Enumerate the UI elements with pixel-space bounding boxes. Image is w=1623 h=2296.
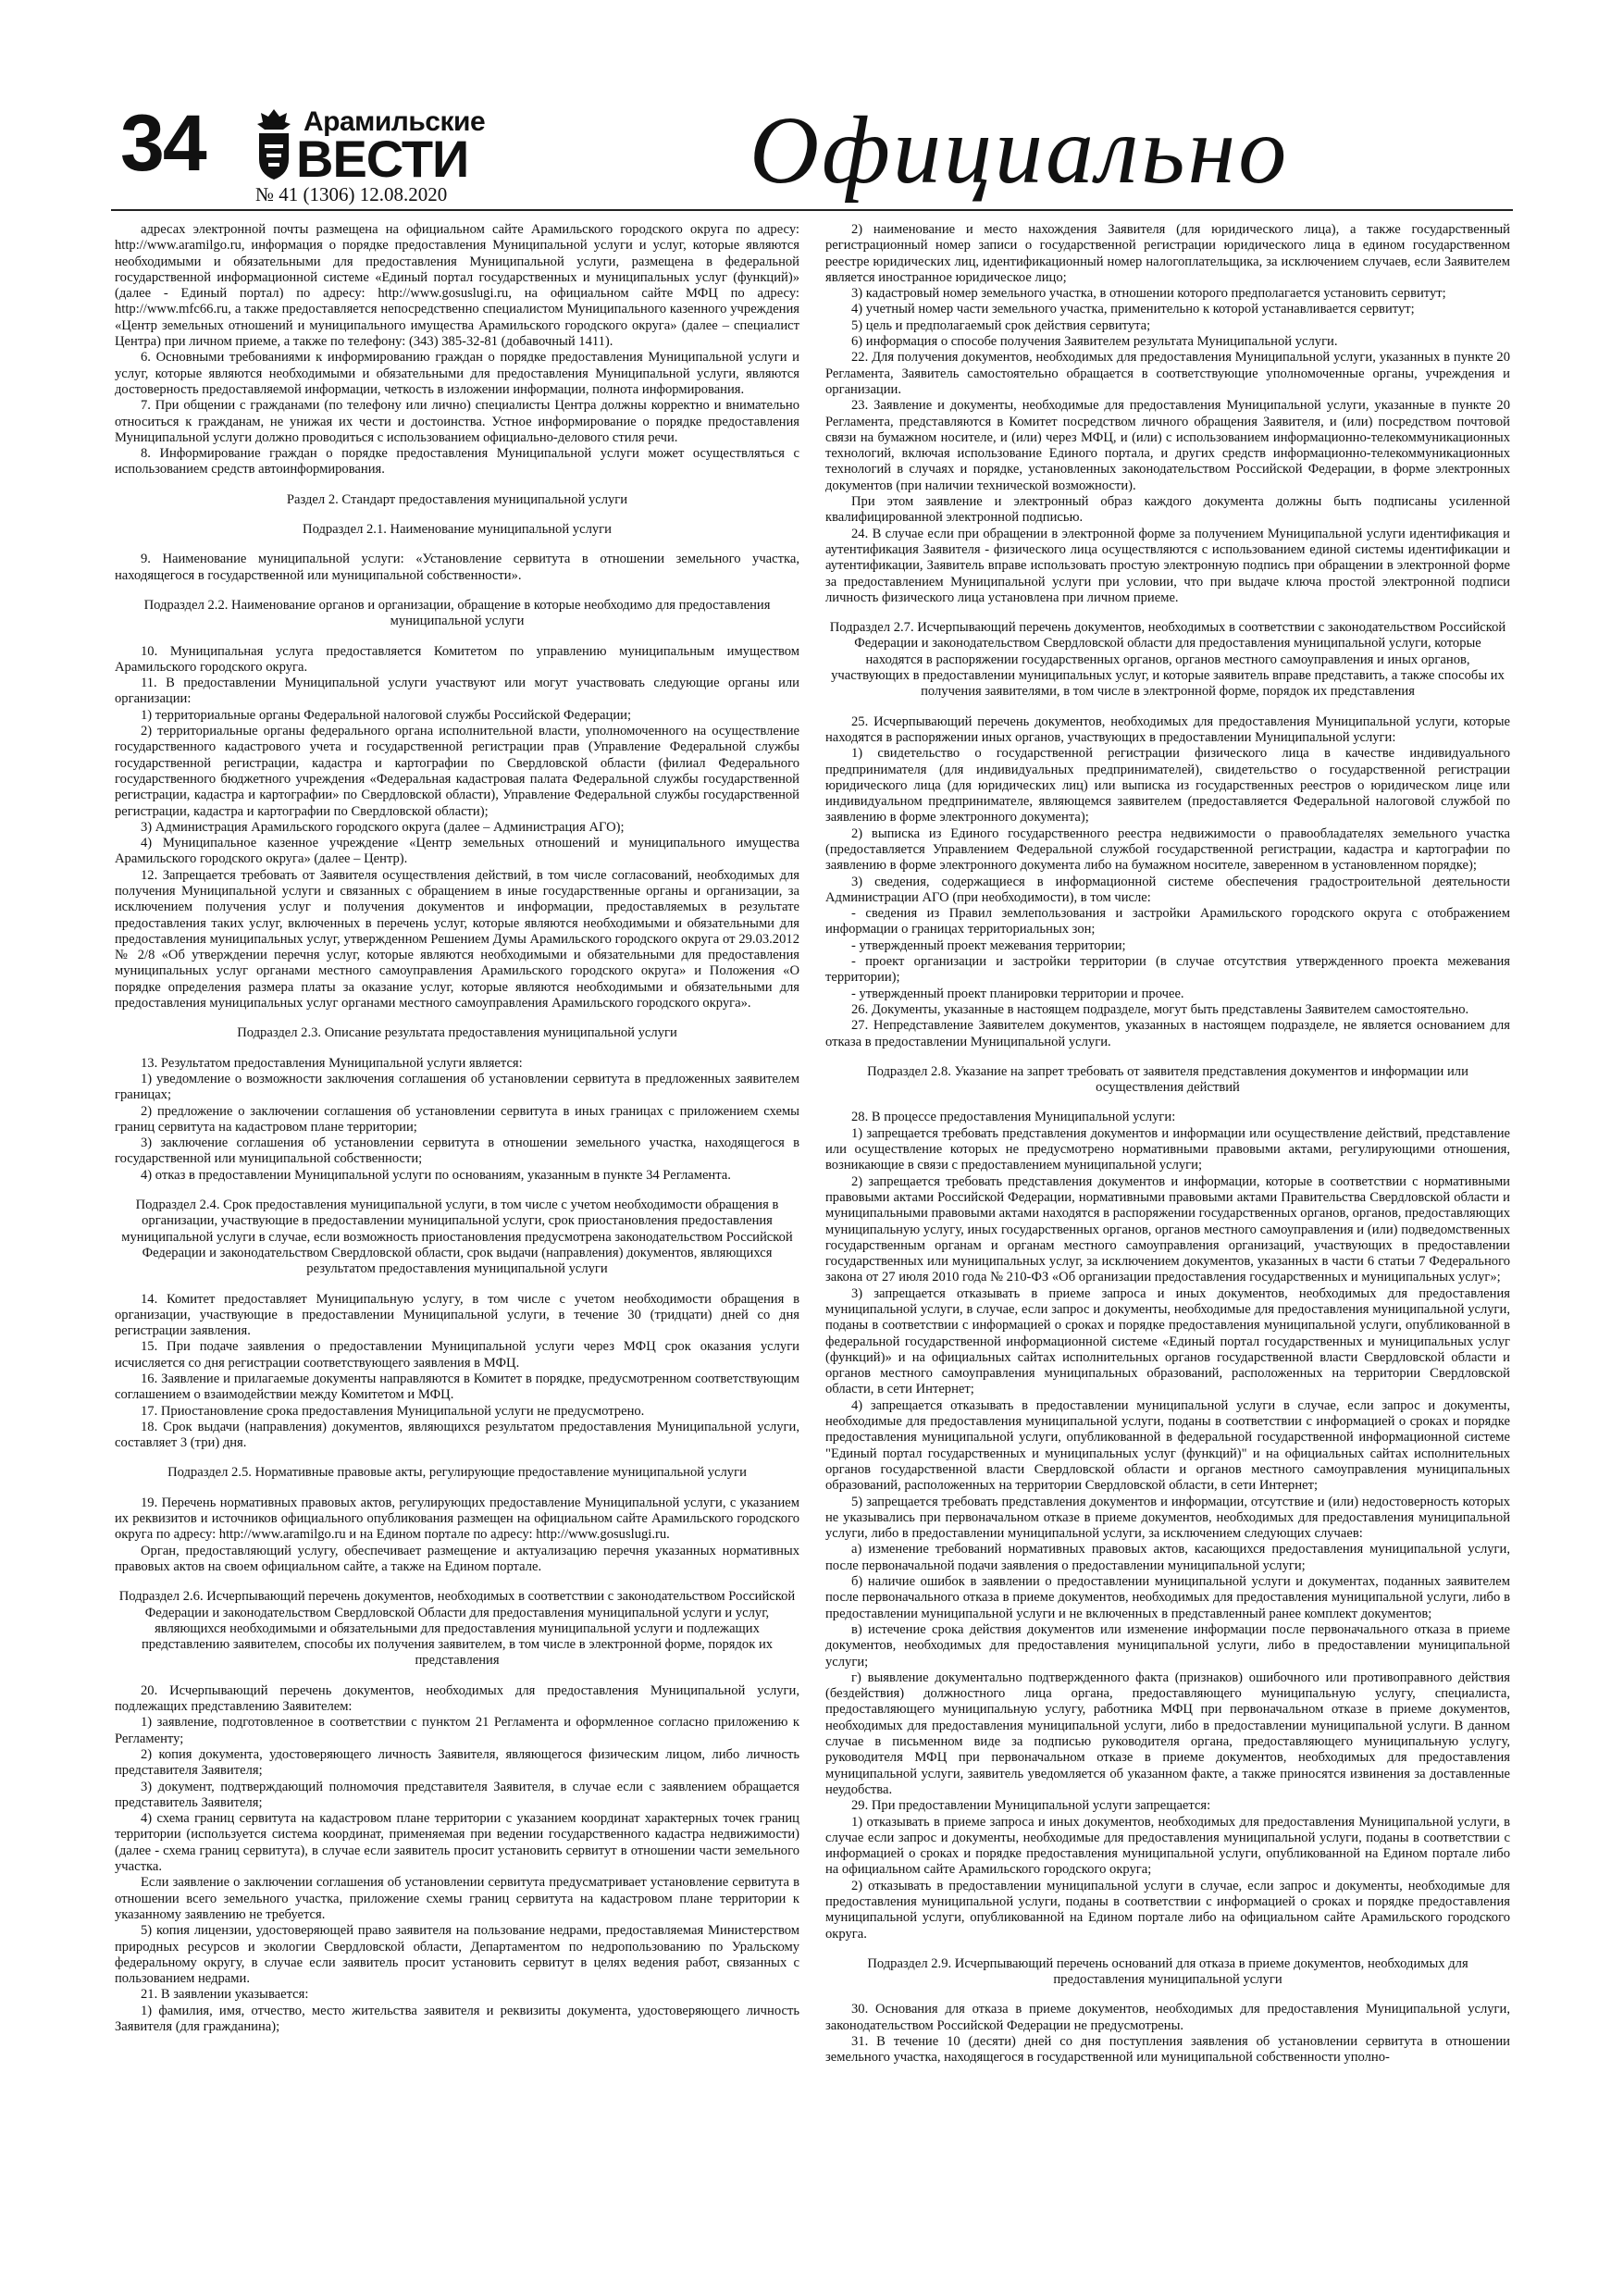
section-title: Официально <box>750 97 1290 204</box>
paragraph: 14. Комитет предоставляет Муниципальную услугу, в том числе с учетом необходимости обращения в организации, участвующие в предоставлении Муниципальной услуги, в течение 30 (тридцати) дней со дня регистрации заявления. <box>115 1291 799 1339</box>
paragraph: 4) учетный номер части земельного участка, применительно к которой устанавливается сервитут; <box>851 302 1415 317</box>
paragraph: 3) запрещается отказывать в приеме запроса и иных документов, необходимых для предоставления муниципальной услуги, в случае, если запрос и документы, необходимые для предоставления муниципальной услуги, поданы в соответствии с информацией о сроках и порядке предоставления муниципальной услуги, опубликованной в федеральной государственной информационной системе «Единый портал государственных и муниципальных услуг (функций)» и на официальных сайтах исполнительных органов государственной власти Свердловской области и органов местного самоуправления муниципальных образований, расположенных на территории Свердловской области, в сети Интернет; <box>825 1285 1510 1397</box>
paragraph: 1) запрещается требовать представления документов и информации или осуществление действий, представление или осуществление которых не предусмотрено нормативными правовыми актами, регулирующими отношения, возникающие в связи с предоставлением муниципальной услуги; <box>825 1125 1510 1173</box>
paragraph: Орган, предоставляющий услугу, обеспечивает размещение и актуализацию перечня указанных нормативных правовых актов на своем официальном сайте, а также на Едином портале. <box>115 1543 799 1574</box>
paragraph: 2) копия документа, удостоверяющего личность Заявителя, являющегося физическим лицом, либо личность представителя Заявителя; <box>115 1746 799 1779</box>
paragraph: 16. Заявление и прилагаемые документы направляются в Комитет в порядке, предусмотренном соответствующим соглашением о взаимодействии между Комитетом и МФЦ. <box>115 1371 799 1403</box>
subsection-heading: Подраздел 2.7. Исчерпывающий перечень документов, необходимых в соответствии с законодательством Российской Федерации и законодательством Свердловской области для предоставления муниципальной услуги, которые находятся в распоряжении государственных органов, органов местного самоуправления и иных органов, участвующих в предоставлении муниципальных услуг, и которые заявитель вправе представить, а также способы их получения заявителями, в том числе в электронной форме, порядок их представления <box>829 620 1506 700</box>
paragraph: 30. Основания для отказа в приеме документов, необходимых для предоставления Муниципальной услуги, законодательством Российской Федерации не предусмотрены. <box>825 2002 1510 2033</box>
paragraph: - проект организации и застройки территории (в случае отсутствия утвержденного проекта межевания территории); <box>825 954 1510 986</box>
paragraph: 2) территориальные органы федерального органа исполнительной власти, уполномоченного на осуществление государственного кадастрового учета и государственной регистрации прав (Управление Федеральной службы государственной регистрации, кадастра и картографии по Свердловской области (филиал Федерального государственного бюджетного учреждения «Федеральная кадастровая палата Федеральной службы государственной регистрации, кадастра и картографии» по Свердловской области), Управление Федеральной службы государственной регистрации, кадастра и картографии по Свердловской области); <box>115 724 799 819</box>
paragraph: - утвержденный проект межевания территории; <box>851 937 1126 953</box>
paragraph: 13. Результатом предоставления Муниципальной услуги является: <box>141 1055 523 1071</box>
paragraph: 26. Документы, указанные в настоящем подразделе, могут быть представлены Заявителем самостоятельно. <box>851 1001 1469 1017</box>
paragraph: 27. Непредставление Заявителем документов, указанных в настоящем подразделе, не является основанием для отказа в предоставлении Муниципальной услуги. <box>825 1018 1510 1049</box>
logo-title-small: Арамильские <box>304 106 486 137</box>
paragraph: 1) свидетельство о государственной регистрации физического лица в качестве индивидуального предпринимателя (для индивидуальных предпринимателей), свидетельство о государственной регистрации юридического лица (для юридических лиц) или выписка из государственных реестров о юридическом лице или индивидуальном предпринимателе, являющемся заявителем (предоставляется Федеральной налоговой службой по заявлению в форме электронного документа); <box>825 746 1510 825</box>
paragraph: адресах электронной почты размещена на официальном сайте Арамильского городского округа по адресу: http://www.aramilgo.ru, информация о порядке предоставления Муниципальной услуги и услуг, которые являются необходимыми и обязательными для предоставления Муниципальной услуги, размещена в федеральной государственной информационной системе «Единый портал государственных и муниципальных услуг (функций)» (далее - Единый портал) по адресу: http://www.gosuslugi.ru, на официальном сайте МФЦ по адресу: http://www.mfc66.ru, а также предоставляется непосредственно специалистом Муниципального казенного учреждения «Центр земельных отношений и муниципального имущества Арамильского городского округа» (далее – специалист Центра) при личном приеме, а также по телефону: (343) 385-32-81 (добавочный 1411). <box>115 222 799 350</box>
coat-of-arms-icon <box>255 107 292 181</box>
paragraph: - сведения из Правил землепользования и застройки Арамильского городского округа с отображением информации о границах территориальных зон; <box>825 906 1510 937</box>
paragraph: 29. При предоставлении Муниципальной услуги запрещается: <box>851 1798 1211 1814</box>
paragraph: 3) заключение соглашения об установлении сервитута в отношении земельного участка, находящегося в государственной или муниципальной собственности; <box>115 1136 799 1167</box>
paragraph: в) истечение срока действия документов или изменение информации после первоначального отказа в приеме документов, необходимых для предоставления муниципальной услуги, либо в предоставлении муниципальной услуги; <box>825 1621 1510 1669</box>
paragraph: а) изменение требований нормативных правовых актов, касающихся предоставления муниципальной услуги, после первоначальной подачи заявления о предоставлении муниципальной услуги; <box>825 1542 1510 1573</box>
paragraph: 8. Информирование граждан о порядке предоставления Муниципальной услуги может осуществляться с использованием средств автоинформирования. <box>115 446 799 478</box>
paragraph: 6) информация о способе получения Заявителем результата Муниципальной услуги. <box>851 334 1338 350</box>
paragraph: 4) схема границ сервитута на кадастровом плане территории с указанием координат характерных точек границ территории (используется система координат, применяемая при ведении государственного кадастра недвижимости) (далее - схема границ сервитута), в случае если заявитель просит установить сервитут в отношении части земельного участка. <box>115 1811 799 1875</box>
paragraph: 1) территориальные органы Федеральной налоговой службы Российской Федерации; <box>141 707 632 723</box>
page-number: 34 <box>120 99 205 188</box>
paragraph: 18. Срок выдачи (направления) документов, являющихся результатом предоставления Муниципальной услуги, составляет 3 (три) дня. <box>115 1419 799 1451</box>
paragraph: 15. При подаче заявления о предоставлении Муниципальной услуги через МФЦ срок оказания услуги исчисляется со дня регистрации соответствующего заявления в МФЦ. <box>115 1339 799 1371</box>
paragraph: - утвержденный проект планировки территории и прочее. <box>851 986 1184 1001</box>
paragraph: 2) выписка из Единого государственного реестра недвижимости о правообладателях земельного участка (предоставляется Управлением Федеральной службой государственной регистрации, кадастра и картографии по заявлению в форме электронного документа либо на бумажном носителе, заверенном в установленном порядке); <box>825 825 1510 874</box>
paragraph: 4) Муниципальное казенное учреждение «Центр земельных отношений и муниципального имущества Арамильского городского округа» (далее – Центр). <box>115 836 799 867</box>
paragraph: При этом заявление и электронный образ каждого документа должны быть подписаны усиленной квалифицированной электронной подписью. <box>825 494 1510 526</box>
paragraph: г) выявление документально подтвержденного факта (признаков) ошибочного или противоправного действия (бездействия) должностного лица органа, предоставляющего муниципальную услугу, специалиста, предоставляющего муниципальную услугу, работника МФЦ при первоначальном отказе в приеме документов, необходимых для предоставления муниципальной услуги, либо в предоставлении муниципальной услуги. В данном случае в письменном виде за подписью руководителя органа, предоставляющего муниципальную услугу, руководителя МФЦ при первоначальном отказе в приеме документов, необходимых для предоставления муниципальной услуги, заявитель уведомляется об указанном факте, а также приносятся извинения за доставленные неудобства. <box>825 1669 1510 1797</box>
paragraph: 5) цель и предполагаемый срок действия сервитута; <box>851 317 1151 333</box>
paragraph: 19. Перечень нормативных правовых актов, регулирующих предоставление Муниципальной услуги, с указанием их реквизитов и источников официального опубликования размещен на официальном сайте Арамильского городского округа по адресу: http://www.aramilgo.ru и на Едином портале по адресу: http://www.gosuslugi.ru. <box>115 1495 799 1543</box>
paragraph: 2) отказывать в предоставлении муниципальной услуги в случае, если запрос и документы, необходимые для предоставления муниципальной услуги, поданы в соответствии с информацией о сроках и порядке предоставления муниципальной услуги, опубликованной на Едином портале либо на официальном сайте Арамильского городского округа. <box>825 1878 1510 1942</box>
subsection-heading: Раздел 2. Стандарт предоставления муниципальной услуги <box>286 491 628 507</box>
paragraph: 5) запрещается требовать представления документов и информации, отсутствие и (или) недостоверность которых не указывались при первоначальном отказе в приеме документов, необходимых для предоставления муниципальной услуги, либо в предоставлении муниципальной услуги, за исключением следующих случаев: <box>825 1494 1510 1542</box>
paragraph: б) наличие ошибок в заявлении о предоставлении муниципальной услуги и документах, поданных заявителем после первоначального отказа в приеме документов, необходимых для предоставления муниципальной услуги, либо в предоставлении муниципальной услуги и не включенных в представленный ранее комплект документов; <box>825 1574 1510 1621</box>
paragraph: 1) заявление, подготовленное в соответствии с пунктом 21 Регламента и оформленное согласно приложению к Регламенту; <box>115 1715 799 1746</box>
header-divider <box>111 209 1513 211</box>
paragraph: 4) запрещается отказывать в предоставлении муниципальной услуги в случае, если запрос и документы, необходимые для предоставления муниципальной услуги, поданы в соответствии с информацией о сроках и порядке предоставления муниципальной услуги, опубликованной в федеральной государственной информационной системе "Единый портал государственных и муниципальных услуг (функций)" и на официальных сайтах исполнительных органов государственной власти Свердловской области и органов местного самоуправления муниципальных образований, расположенных на территории Свердловской области, в сети Интернет; <box>825 1397 1510 1494</box>
paragraph: 23. Заявление и документы, необходимые для предоставления Муниципальной услуги, указанные в пункте 20 Регламента, представляются в Комитет посредством личного обращения Заявителя, и (или) посредством почтовой связи на бумажном носителе, и (или) через МФЦ, и (или) с использованием информационно-телекоммуникационных технологий, включая использование Единого портала, и других средств информационно-телекоммуникационных технологий в случаях и порядке, установленных законодательством Российской Федерации, в форме электронных документов (при наличии технической возможности). <box>825 398 1510 493</box>
paragraph: 12. Запрещается требовать от Заявителя осуществления действий, в том числе согласований, необходимых для получения Муниципальной услуги и связанных с обращением в иные государственные органы и организации, за исключением получения услуг и получения документов и информации, предоставляемых в результате предоставления таких услуг, включенных в перечень услуг, которые являются необходимыми и обязательными для предоставления муниципальных услуг, утвержденном Решением Думы Арамильского городского округа от 29.03.2012 № 2/8 «Об утверждении перечня услуг, которые являются необходимыми и обязательными для предоставления муниципальных услуг органами местного самоуправления Арамильского городского округа» и Положения «О порядке определения размера платы за оказание услуг, которые являются необходимыми и обязательными для предоставления муниципальных услуг органами местного самоуправления Арамильского городского округа». <box>115 867 799 1011</box>
paragraph: 3) кадастровый номер земельного участка, в отношении которого предполагается установить сервитут; <box>851 286 1446 302</box>
logo-title-big: ВЕСТИ <box>296 130 469 188</box>
paragraph: 9. Наименование муниципальной услуги: «Установление сервитута в отношении земельного участка, находящегося в государственной или муниципальной собственности». <box>115 552 799 583</box>
paragraph: 17. Приостановление срока предоставления Муниципальной услуги не предусмотрено. <box>141 1403 645 1419</box>
paragraph: 3) Администрация Арамильского городского округа (далее – Администрация АГО); <box>141 819 625 835</box>
paragraph: 1) фамилия, имя, отчество, место жительства заявителя и реквизиты документа, удостоверяющего личность Заявителя (для гражданина); <box>115 2003 799 2034</box>
subsection-heading: Подраздел 2.4. Срок предоставления муниципальной услуги, в том числе с учетом необходимости обращения в организации, участвующие в предоставлении муниципальной услуги, срок приостановления предоставления муниципальной услуги в случае, если возможность приостановления предусмотрена законодательством Российской Федерации и законодательством Свердловской области, срок выдачи (направления) документов, являющихся результатом предоставления муниципальной услуги <box>121 1198 793 1277</box>
paragraph: 10. Муниципальная услуга предоставляется Комитетом по управлению муниципальным имуществом Арамильского городского округа. <box>115 643 799 675</box>
paragraph: 24. В случае если при обращении в электронной форме за получением Муниципальной услуги идентификация и аутентификация Заявителя - физического лица осуществляются с использованием единой системы идентификации и аутентификации, Заявитель вправе использовать простую электронную подпись при обращении в электронной форме за предоставлением Муниципальной услуги при условии, что при выдаче ключа простой электронной подписи личность физического лица установлена при личном приеме. <box>825 526 1510 605</box>
subsection-heading: Подраздел 2.9. Исчерпывающий перечень оснований для отказа в приеме документов, необходимых для предоставления муниципальной услуги <box>867 1955 1468 1988</box>
newspaper-logo[interactable] <box>255 107 487 191</box>
subsection-heading: Подраздел 2.8. Указание на запрет требовать от заявителя представления документов и информации или осуществления действий <box>867 1063 1468 1096</box>
paragraph: 22. Для получения документов, необходимых для предоставления Муниципальной услуги, указанных в пункте 20 Регламента, Заявитель самостоятельно обращается в соответствующие уполномоченные органы, учреждения и организации. <box>825 350 1510 397</box>
subsection-heading: Подраздел 2.1. Наименование муниципальной услуги <box>303 522 612 538</box>
article-column-right <box>825 222 1510 2267</box>
article-column-left <box>115 222 799 2267</box>
paragraph: 28. В процессе предоставления Муниципальной услуги: <box>851 1110 1176 1125</box>
paragraph: 1) уведомление о возможности заключения соглашения об установлении сервитута в предложенных заявителем границах; <box>115 1071 799 1103</box>
paragraph: 4) отказ в предоставлении Муниципальной услуги по основаниям, указанным в пункте 34 Регламента. <box>141 1167 731 1183</box>
paragraph: 11. В предоставлении Муниципальной услуги участвуют или могут участвовать следующие органы или организации: <box>115 676 799 707</box>
paragraph: 2) предложение о заключении соглашения об установлении сервитута в иных границах с приложением схемы границ сервитута на кадастровом плане территории; <box>115 1103 799 1135</box>
paragraph: 3) документ, подтверждающий полномочия представителя Заявителя, в случае если с заявлением обращается представитель Заявителя; <box>115 1779 799 1810</box>
paragraph: 7. При общении с гражданами (по телефону или лично) специалисты Центра должны корректно и внимательно относиться к гражданам, не унижая их чести и достоинства. Устное информирование о порядке предоставления Муниципальной услуги должно проводиться с использованием официально-делового стиля речи. <box>115 398 799 445</box>
paragraph: 3) сведения, содержащиеся в информационной системе обеспечения градостроительной деятельности Администрации АГО (при необходимости), в том числе: <box>825 874 1510 905</box>
paragraph: 5) копия лицензии, удостоверяющей право заявителя на пользование недрами, предоставляемая Министерством природных ресурсов и экологии Свердловской области, Департаментом по недропользованию по Уральскому федеральному округу, в случае если заявитель просит установить сервитут в целях ведения работ, связанных с пользованием недрами. <box>115 1923 799 1987</box>
subsection-heading: Подраздел 2.5. Нормативные правовые акты, регулирующие предоставление муниципальной услуги <box>167 1465 747 1481</box>
paragraph: 6. Основными требованиями к информированию граждан о порядке предоставления Муниципальной услуги и услуг, которые являются необходимыми и обязательными для предоставления Муниципальной услуги, являются достоверность предоставляемой информации, четкость в изложении информации, полнота информирования. <box>115 350 799 397</box>
subsection-heading: Подраздел 2.6. Исчерпывающий перечень документов, необходимых в соответствии с законодательством Российской Федерации и законодательством Свердловской Области для предоставления муниципальной услуги и услуг, являющихся необходимыми и обязательными для предоставления муниципальной услуги и подлежащих представлению заявителем, способы их получения заявителем, в том числе в электронной форме, порядок их представления <box>118 1589 796 1669</box>
paragraph: 1) отказывать в приеме запроса и иных документов, необходимых для предоставления Муниципальной услуги, в случае если запрос и документы, необходимые для предоставления муниципальной услуги, поданы в соответствии с информацией о сроках и порядке предоставления муниципальной услуги, опубликованной на Едином портале либо на официальном сайте Арамильского городского округа; <box>825 1814 1510 1878</box>
masthead <box>0 0 1623 215</box>
paragraph: Если заявление о заключении соглашения об установлении сервитута предусматривает установление сервитута в отношении всего земельного участка, приложение схемы границ сервитута на кадастровом плане территории к указанному заявлению не требуется. <box>115 1875 799 1922</box>
issue-number-date: № 41 (1306) 12.08.2020 <box>255 183 448 205</box>
subsection-heading: Подраздел 2.3. Описание результата предоставления муниципальной услуги <box>237 1025 677 1041</box>
subsection-heading: Подраздел 2.2. Наименование органов и организации, обращение в которые необходимо для предоставления муниципальной услуги <box>143 597 771 629</box>
paragraph: 2) наименование и место нахождения Заявителя (для юридического лица), а также государственный регистрационный номер записи о государственной регистрации юридического лица в едином государственном реестре юридических лиц, идентификационный номер налогоплательщика, за исключением случаев, если Заявителем является иностранное юридическое лицо; <box>825 222 1510 285</box>
paragraph: 25. Исчерпывающий перечень документов, необходимых для предоставления Муниципальной услуги, которые находятся в распоряжении иных органов, участвующих в предоставлении Муниципальной услуги: <box>825 714 1510 745</box>
paragraph: 31. В течение 10 (десяти) дней со дня поступления заявления об установлении сервитута в отношении земельного участка, находящегося в государственной или муниципальной собственности уполно- <box>825 2034 1510 2066</box>
paragraph: 2) запрещается требовать представления документов и информации, которые в соответствии с нормативными правовыми актами Российской Федерации, нормативными правовыми актами Правительства Свердловской области и муниципальными правовыми актами находятся в распоряжении государственных органов, органов, предоставляющих муниципальную услугу, иных государственных органов, органов местного самоуправления и (или) подведомственных государственным органам и органам местного самоуправления организаций, участвующих в предоставлении государственных или муниципальных услуг, за исключением документов, указанных в части 6 статьи 7 Федерального закона от 27 июля 2010 года № 210-ФЗ «Об организации предоставления государственных и муниципальных услуг»; <box>825 1173 1510 1285</box>
paragraph: 21. В заявлении указывается: <box>141 1987 309 2003</box>
paragraph: 20. Исчерпывающий перечень документов, необходимых для предоставления Муниципальной услуги, подлежащих представлению Заявителем: <box>115 1682 799 1715</box>
